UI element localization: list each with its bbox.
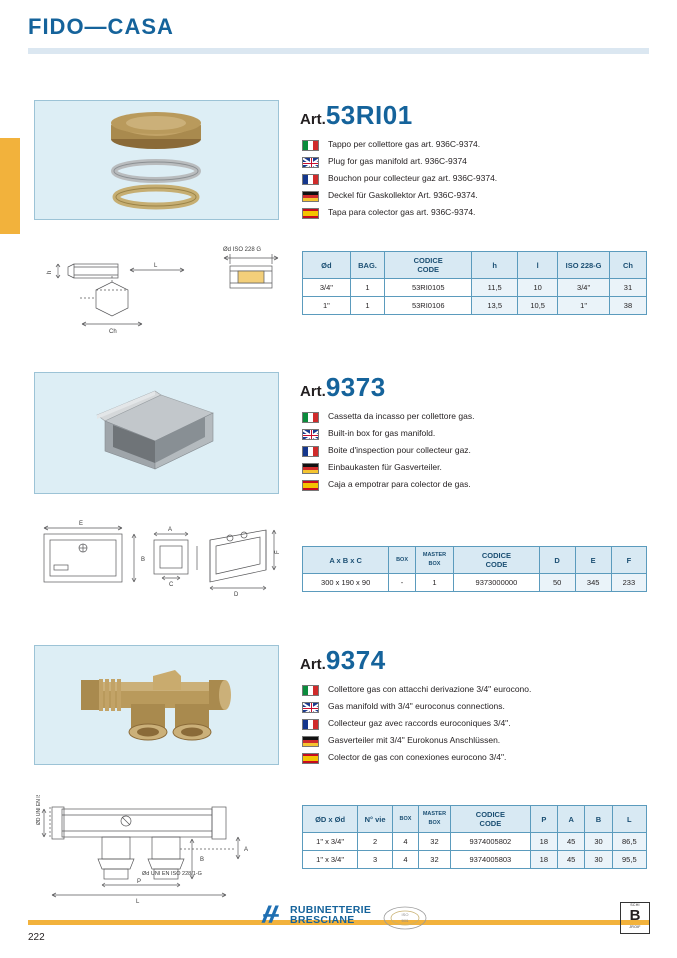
spec-table-9374 (302, 805, 647, 869)
cell: 1 (415, 574, 453, 592)
cell: 53RI0105 (385, 279, 472, 297)
svg-text:h: h (47, 270, 53, 274)
col-header: D (539, 547, 575, 574)
description-row (302, 428, 647, 440)
flag-germany-icon (302, 736, 319, 747)
cell: 53RI0106 (385, 297, 472, 315)
table-row (303, 297, 647, 315)
svg-text:E: E (79, 521, 84, 527)
certification-mark-icon (382, 906, 428, 930)
col-header: BOX (389, 547, 415, 574)
col-header: N° vie (358, 806, 393, 833)
badge-bottom-text: JROIF (629, 925, 641, 929)
table-row (303, 833, 647, 851)
article-heading-9374 (300, 645, 386, 676)
flag-spain-icon (302, 208, 319, 219)
manifold-photo-illustration (35, 646, 278, 764)
cell: 4 (393, 851, 419, 869)
logo-line-1: RUBINETTERIE (290, 904, 372, 916)
badge-letter: B (629, 907, 641, 924)
flag-italy-icon (302, 685, 319, 696)
description-row (302, 445, 647, 457)
cell: 233 (611, 574, 646, 592)
cell: 3/4" (558, 279, 610, 297)
article-heading-53ri01 (300, 100, 413, 131)
section-tab-marker (0, 138, 20, 234)
cell: 1 (350, 297, 384, 315)
description-row (302, 752, 647, 764)
table-header-row (303, 806, 647, 833)
table-row (303, 851, 647, 869)
cell: 45 (558, 851, 585, 869)
col-header: CODICE CODE (451, 806, 531, 833)
description-text: Collecteur gaz avec raccords euroconiques 3/4". (328, 718, 511, 728)
svg-text:B: B (141, 557, 146, 563)
product-photo-9374 (34, 645, 279, 765)
svg-text:D: D (234, 592, 239, 598)
flag-uk-icon (302, 702, 319, 713)
col-header: Ød (303, 252, 351, 279)
article-heading-9373 (300, 372, 386, 403)
article-label: Art. (300, 111, 326, 128)
description-row (302, 684, 647, 696)
col-header: L (612, 806, 646, 833)
description-row (302, 156, 647, 168)
description-text: Caja a empotrar para colector de gas. (328, 479, 471, 489)
svg-text:A: A (168, 527, 173, 533)
description-text: Tappo per collettore gas art. 936C-9374. (328, 139, 481, 149)
product-photo-53ri01 (34, 100, 279, 220)
technical-drawing-9374 (34, 795, 284, 905)
cell: 18 (530, 833, 557, 851)
table-header-row (303, 252, 647, 279)
plug-photo-illustration (35, 101, 278, 219)
cell: 1 (350, 279, 384, 297)
cell: 9373000000 (454, 574, 539, 592)
description-row (302, 462, 647, 474)
svg-text:F: F (275, 550, 281, 554)
logo-text (290, 905, 371, 925)
header-divider (28, 48, 649, 54)
page-header (0, 0, 677, 60)
drawing-svg (34, 512, 284, 607)
cell: 1" (303, 297, 351, 315)
cell: 32 (418, 851, 450, 869)
col-header: MASTER BOX (418, 806, 450, 833)
cell: 4 (393, 833, 419, 851)
svg-text:P: P (137, 879, 142, 885)
col-header: A (558, 806, 585, 833)
page-number: 222 (28, 932, 45, 943)
cell: 10 (518, 279, 558, 297)
description-row (302, 207, 647, 219)
description-row (302, 411, 647, 423)
cell: 2 (358, 833, 393, 851)
svg-text:9001: 9001 (401, 919, 409, 923)
col-header: ØD x Ød (303, 806, 358, 833)
description-text: Collettore gas con attacchi derivazione 3/4" eurocono. (328, 684, 532, 694)
flag-spain-icon (302, 480, 319, 491)
cell: 50 (539, 574, 575, 592)
description-row (302, 718, 647, 730)
svg-text:ISO: ISO (401, 912, 409, 917)
cell: 30 (585, 851, 612, 869)
drawing-svg (34, 795, 284, 905)
cell: 38 (609, 297, 646, 315)
svg-text:Ød ISO 228 G: Ød ISO 228 G (223, 247, 262, 253)
cell: 9374005802 (451, 833, 531, 851)
cell: 13,5 (472, 297, 518, 315)
cell: 3/4" (303, 279, 351, 297)
article-code: 9374 (325, 645, 386, 675)
table-row (303, 574, 647, 592)
cell: 11,5 (472, 279, 518, 297)
flag-france-icon (302, 174, 319, 185)
description-text: Boite d'inspection pour collecteur gaz. (328, 445, 471, 455)
svg-text:A: A (244, 847, 249, 853)
product-photo-9373 (34, 372, 279, 494)
description-text: Deckel für Gaskollektor Art. 936C-9374. (328, 190, 478, 200)
description-row (302, 139, 647, 151)
logo-line-2: BRESCIANE (290, 914, 355, 926)
flag-france-icon (302, 719, 319, 730)
svg-text:C: C (169, 582, 174, 588)
article-label: Art. (300, 383, 326, 400)
box-photo-illustration (35, 373, 278, 493)
col-header: E (575, 547, 611, 574)
svg-text:L: L (136, 899, 140, 905)
badge-top-text: SCHI (630, 903, 640, 907)
flag-italy-icon (302, 140, 319, 151)
cell: 86,5 (612, 833, 646, 851)
description-list-53ri01 (302, 139, 647, 224)
description-row (302, 173, 647, 185)
description-text: Einbaukasten für Gasverteiler. (328, 462, 442, 472)
description-text: Cassetta da incasso per collettore gas. (328, 411, 475, 421)
svg-text:L: L (154, 263, 158, 269)
description-text: Built-in box for gas manifold. (328, 428, 436, 438)
spec-table-53ri01 (302, 251, 647, 315)
cell: 30 (585, 833, 612, 851)
description-list-9374 (302, 684, 647, 769)
col-header: A x B x C (303, 547, 389, 574)
flag-spain-icon (302, 753, 319, 764)
svg-text:ØD UNI EN ISO 228/1-G: ØD UNI EN ISO 228/1-G (36, 795, 42, 825)
cell: 31 (609, 279, 646, 297)
svg-text:Ch: Ch (109, 329, 117, 335)
cell: 18 (530, 851, 557, 869)
col-header: Ch (609, 252, 646, 279)
article-code: 53RI01 (325, 100, 413, 130)
cell: 9374005803 (451, 851, 531, 869)
col-header: CODICE CODE (454, 547, 539, 574)
cell: 95,5 (612, 851, 646, 869)
description-text: Colector de gas con conexiones eurocono 3/4". (328, 752, 507, 762)
description-row (302, 701, 647, 713)
col-header: BAG. (350, 252, 384, 279)
description-row (302, 735, 647, 747)
article-code: 9373 (325, 372, 386, 402)
description-row (302, 190, 647, 202)
flag-france-icon (302, 446, 319, 457)
cell: 345 (575, 574, 611, 592)
description-text: Gas manifold with 3/4" euroconus connections. (328, 701, 505, 711)
flag-uk-icon (302, 429, 319, 440)
description-text: Bouchon pour collecteur gaz art. 936C-9374. (328, 173, 498, 183)
technical-drawing-9373 (34, 512, 284, 607)
cell: 1" (558, 297, 610, 315)
flag-italy-icon (302, 412, 319, 423)
technical-drawing-53ri01 (34, 240, 284, 335)
spec-table-9373 (302, 546, 647, 592)
col-header: B (585, 806, 612, 833)
col-header: MASTER BOX (415, 547, 453, 574)
company-logo (258, 902, 371, 928)
description-text: Tapa para colector gas art. 936C-9374. (328, 207, 476, 217)
col-header: ISO 228-G (558, 252, 610, 279)
col-header: BOX (393, 806, 419, 833)
cell: 1" x 3/4" (303, 833, 358, 851)
table-row (303, 279, 647, 297)
cell: - (389, 574, 415, 592)
cell: 45 (558, 833, 585, 851)
svg-text:B: B (200, 857, 205, 863)
cell: 300 x 190 x 90 (303, 574, 389, 592)
flag-germany-icon (302, 463, 319, 474)
description-text: Plug for gas manifold art. 936C-9374 (328, 156, 467, 166)
cell: 32 (418, 833, 450, 851)
description-text: Gasverteiler mit 3/4" Eurokonus Anschlüssen. (328, 735, 501, 745)
col-header: l (518, 252, 558, 279)
description-list-9373 (302, 411, 647, 496)
drawing-svg (34, 240, 284, 335)
quality-badge (620, 902, 650, 934)
rb-logo-icon (258, 902, 284, 928)
col-header: CODICE CODE (385, 252, 472, 279)
col-header: P (530, 806, 557, 833)
svg-text:Ød UNI EN ISO 228/1-G: Ød UNI EN ISO 228/1-G (142, 871, 202, 877)
col-header: h (472, 252, 518, 279)
col-header: F (611, 547, 646, 574)
cell: 3 (358, 851, 393, 869)
description-row (302, 479, 647, 491)
cell: 1" x 3/4" (303, 851, 358, 869)
page-title: FIDO—CASA (28, 14, 174, 39)
flag-uk-icon (302, 157, 319, 168)
flag-germany-icon (302, 191, 319, 202)
cell: 10,5 (518, 297, 558, 315)
article-label: Art. (300, 656, 326, 673)
table-header-row (303, 547, 647, 574)
